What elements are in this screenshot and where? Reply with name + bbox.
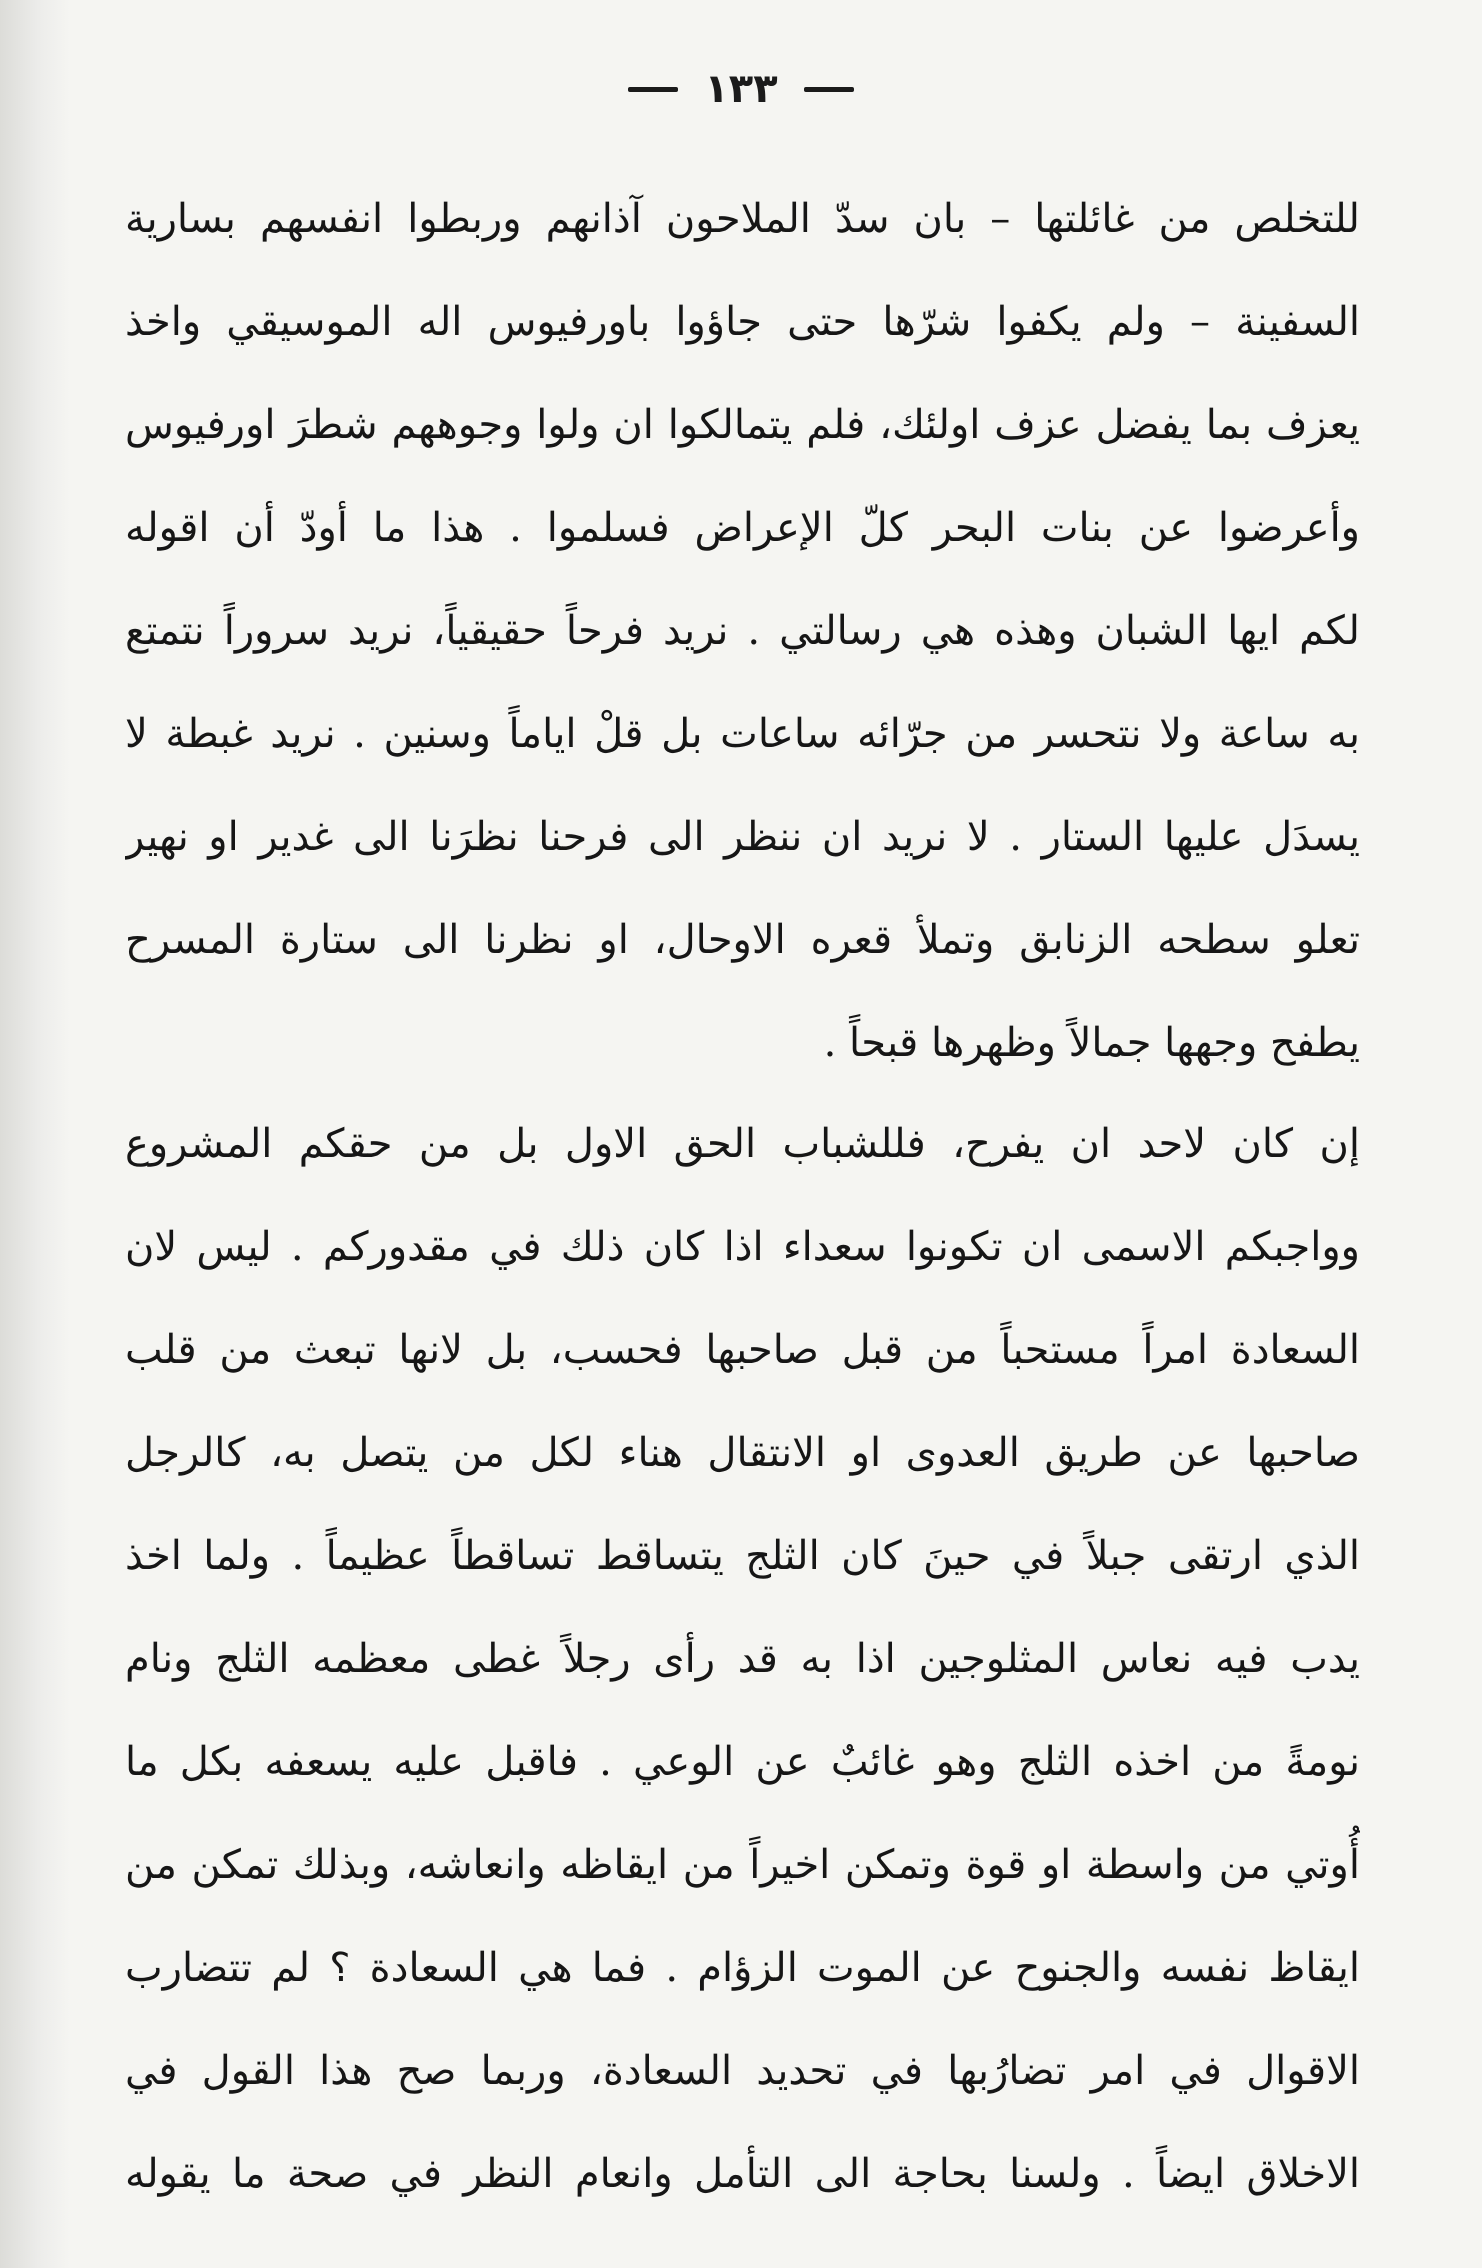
text-line: إن كان لاحد ان يفرح، فللشباب الحق الاول بل من حقكم المشروع bbox=[125, 1121, 1360, 1167]
text-line: يسدَل عليها الستار . لا نريد ان ننظر الى فرحنا نظرَنا الى غدير او نهير bbox=[125, 814, 1360, 860]
paragraph-2 bbox=[125, 1093, 1360, 2226]
text-line: يدب فيه نعاس المثلوجين اذا به قد رأى رجلاً غطى معظمه الثلج ونام bbox=[125, 1636, 1360, 1682]
page-number: ١٣٣ bbox=[704, 66, 778, 112]
header-dash-right bbox=[804, 87, 854, 92]
text-line: يعزف بما يفضل عزف اولئك، فلم يتمالكوا ان ولوا وجوههم شطرَ اورفيوس bbox=[125, 402, 1360, 448]
text-line: السفينة – ولم يكفوا شرّها حتى جاؤوا باورفيوس اله الموسيقي واخذ bbox=[125, 299, 1360, 345]
text-line: الاقوال في امر تضارُبها في تحديد السعادة، وربما صح هذا القول في bbox=[125, 2048, 1360, 2094]
text-line: نومةً من اخذه الثلج وهو غائبٌ عن الوعي . فاقبل عليه يسعفه بكل ما bbox=[125, 1739, 1360, 1785]
text-line: وأعرضوا عن بنات البحر كلّ الإعراض فسلموا . هذا ما أودّ أن اقوله bbox=[125, 505, 1360, 551]
text-line: للتخلص من غائلتها – بان سدّ الملاحون آذانهم وربطوا انفسهم بسارية bbox=[125, 196, 1360, 242]
text-line: يطفح وجهها جمالاً وظهرها قبحاً . bbox=[823, 1020, 1360, 1066]
paragraph-1 bbox=[125, 168, 1360, 1095]
text-line: السعادة امراً مستحباً من قبل صاحبها فحسب، بل لانها تبعث من قلب bbox=[125, 1327, 1360, 1373]
page-gutter-shadow bbox=[0, 0, 70, 2268]
text-line: الاخلاق ايضاً . ولسنا بحاجة الى التأمل وانعام النظر في صحة ما يقوله bbox=[125, 2151, 1360, 2197]
text-line: ايقاظ نفسه والجنوح عن الموت الزؤام . فما هي السعادة ؟ لم تتضارب bbox=[125, 1945, 1360, 1991]
text-line: لكم ايها الشبان وهذه هي رسالتي . نريد فرحاً حقيقياً، نريد سروراً نتمتع bbox=[125, 608, 1360, 654]
text-line: الذي ارتقى جبلاً في حينَ كان الثلج يتساقط تساقطاً عظيماً . ولما اخذ bbox=[125, 1533, 1360, 1579]
page-header bbox=[0, 64, 1482, 114]
text-line: وواجبكم الاسمى ان تكونوا سعداء اذا كان ذلك في مقدوركم . ليس لان bbox=[125, 1224, 1360, 1270]
text-line: صاحبها عن طريق العدوى او الانتقال هناء لكل من يتصل به، كالرجل bbox=[125, 1430, 1360, 1476]
text-line: تعلو سطحه الزنابق وتملأ قعره الاوحال، او نظرنا الى ستارة المسرح bbox=[125, 917, 1360, 963]
header-dash-left bbox=[628, 87, 678, 92]
text-line: به ساعة ولا نتحسر من جرّائه ساعات بل قلْ اياماً وسنين . نريد غبطة لا bbox=[125, 711, 1360, 757]
text-line: أُوتي من واسطة او قوة وتمكن اخيراً من ايقاظه وانعاشه، وبذلك تمكن من bbox=[125, 1842, 1360, 1888]
